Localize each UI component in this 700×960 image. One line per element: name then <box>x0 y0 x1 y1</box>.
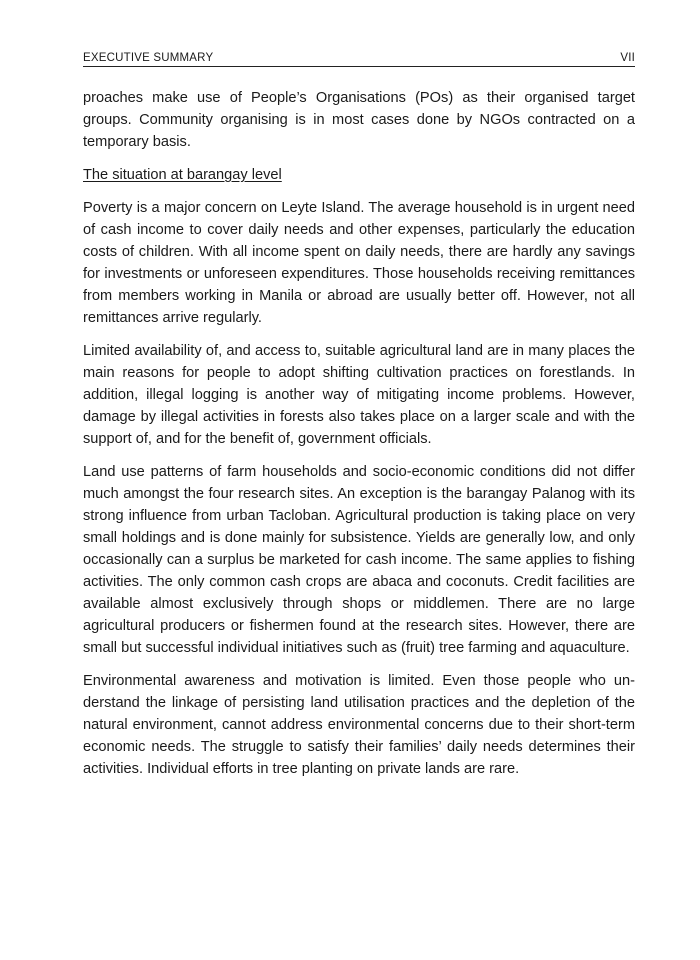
paragraph-environmental-awareness: Environmental awareness and motivation is limited. Even those people who understand the linkage of persisting land utilisation practices and the depletion of the natural environment, cannot address environmental concerns due to their short-term economic needs. The struggle to satisfy their families’ daily needs determines their activities. Individual efforts in tree planting on private lands are rare. <box>83 673 635 777</box>
paragraph-land-use: Land use patterns of farm households and socio-economic conditions did not differ much amongst the four research sites. An exception is the barangay Palanog with its strong influence from urban Tacloban. Agricultural production is taking place on very small holdings and is done mainly for subsistence. Yields are generally low, and only occasionally can a surplus be marketed for cash income. The same applies to fishing activities. The only common cash crops are abaca and coconuts. Credit facilities are available almost exclusively through shops or middlemen. There are no large agricultural producers or fishermen found at the research sites. However, there are small but successful individual initiatives such as (fruit) tree farming and aquaculture. <box>83 464 635 656</box>
paragraph-poverty: Poverty is a major concern on Leyte Island. The average household is in urgent need of cash income to cover daily needs and other expenses, particularly the education costs of children. With all income spent on daily needs, there are hardly any savings for investments or unforeseen expenditures. Those households receiving remittances from members working in Manila or abroad are usually better off. However, not all remittances arrive regularly. <box>83 200 635 326</box>
paragraph-land-availability: Limited availability of, and access to, suitable agricultural land are in many places the main reasons for people to adopt shifting cultivation practices on forestlands. In addition, illegal logging is another way of mitigating income problems. However, damage by illegal activities in forests also takes place on a larger scale and with the support of, and for the benefit of, government officials. <box>83 343 635 447</box>
body-text <box>83 87 635 780</box>
intro-paragraph: proaches make use of People’s Organisations (POs) as their organised target groups. Community organising is in most cases done by NGOs contracted on a temporary basis. <box>83 90 635 150</box>
section-heading: The situation at barangay level <box>83 167 282 183</box>
header-section-title: EXECUTIVE SUMMARY <box>83 52 214 64</box>
running-header <box>83 52 635 67</box>
document-page <box>83 52 635 791</box>
header-page-number: VII <box>620 52 635 64</box>
